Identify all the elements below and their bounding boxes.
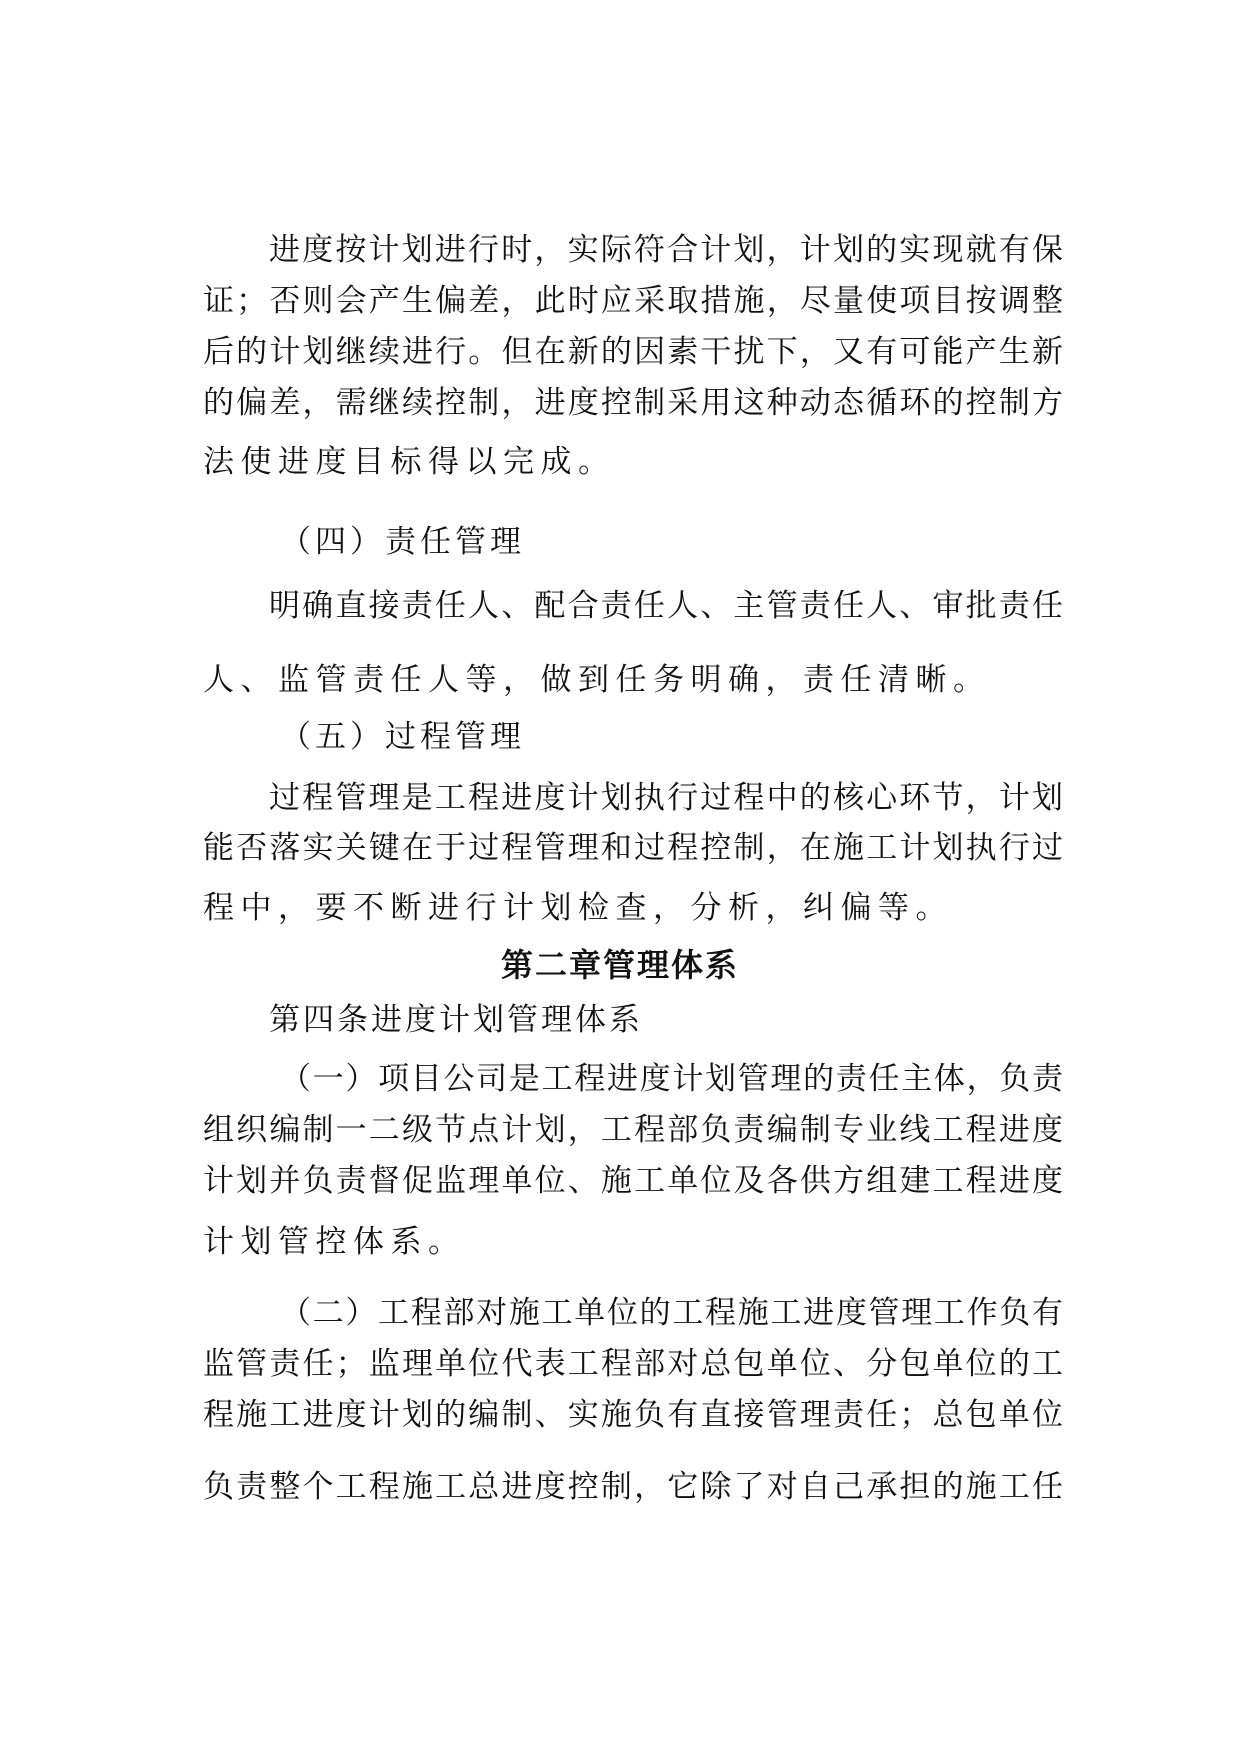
paragraph-line: 法使进度目标得以完成。 — [203, 444, 616, 480]
paragraph-line: 监管责任；监理单位代表工程部对总包单位、分包单位的工 — [203, 1346, 1063, 1382]
paragraph-line: 过程管理是工程进度计划执行过程中的核心环节，计划 — [269, 780, 1063, 816]
paragraph-line: 明确直接责任人、配合责任人、主管责任人、审批责任 — [269, 588, 1063, 624]
paragraph-line: 程施工进度计划的编制、实施负有直接管理责任；总包单位 — [203, 1397, 1063, 1433]
paragraph-line: 证；否则会产生偏差，此时应采取措施，尽量使项目按调整 — [203, 283, 1063, 319]
paragraph-line: 能否落实关键在于过程管理和过程控制，在施工计划执行过 — [203, 830, 1063, 866]
section-heading: （四）责任管理 — [280, 524, 525, 560]
paragraph-line: 计划管控体系。 — [203, 1224, 466, 1260]
paragraph-line: 程中，要不断进行计划检查，分析，纠偏等。 — [203, 890, 953, 926]
paragraph-line: 后的计划继续进行。但在新的因素干扰下，又有可能产生新 — [203, 334, 1063, 370]
paragraph-line: 的偏差，需继续控制，进度控制采用这种动态循环的控制方 — [203, 385, 1063, 421]
paragraph-line: 组织编制一二级节点计划，工程部负责编制专业线工程进度 — [203, 1112, 1063, 1148]
paragraph-line: 计划并负责督促监理单位、施工单位及各供方组建工程进度 — [203, 1163, 1063, 1199]
section-heading: （五）过程管理 — [280, 719, 525, 755]
paragraph-line: 人、监管责任人等，做到任务明确，责任清晰。 — [203, 662, 991, 698]
chapter-title: 第二章管理体系 — [500, 946, 739, 984]
paragraph-line: （一）项目公司是工程进度计划管理的责任主体，负责 — [280, 1061, 1063, 1097]
paragraph-line: 负责整个工程施工总进度控制，它除了对自己承担的施工任 — [203, 1469, 1063, 1505]
article-heading: 第四条进度计划管理体系 — [269, 1002, 643, 1038]
paragraph-line: （二）工程部对施工单位的工程施工进度管理工作负有 — [280, 1295, 1063, 1331]
paragraph-line: 进度按计划进行时，实际符合计划，计划的实现就有保 — [269, 232, 1063, 268]
